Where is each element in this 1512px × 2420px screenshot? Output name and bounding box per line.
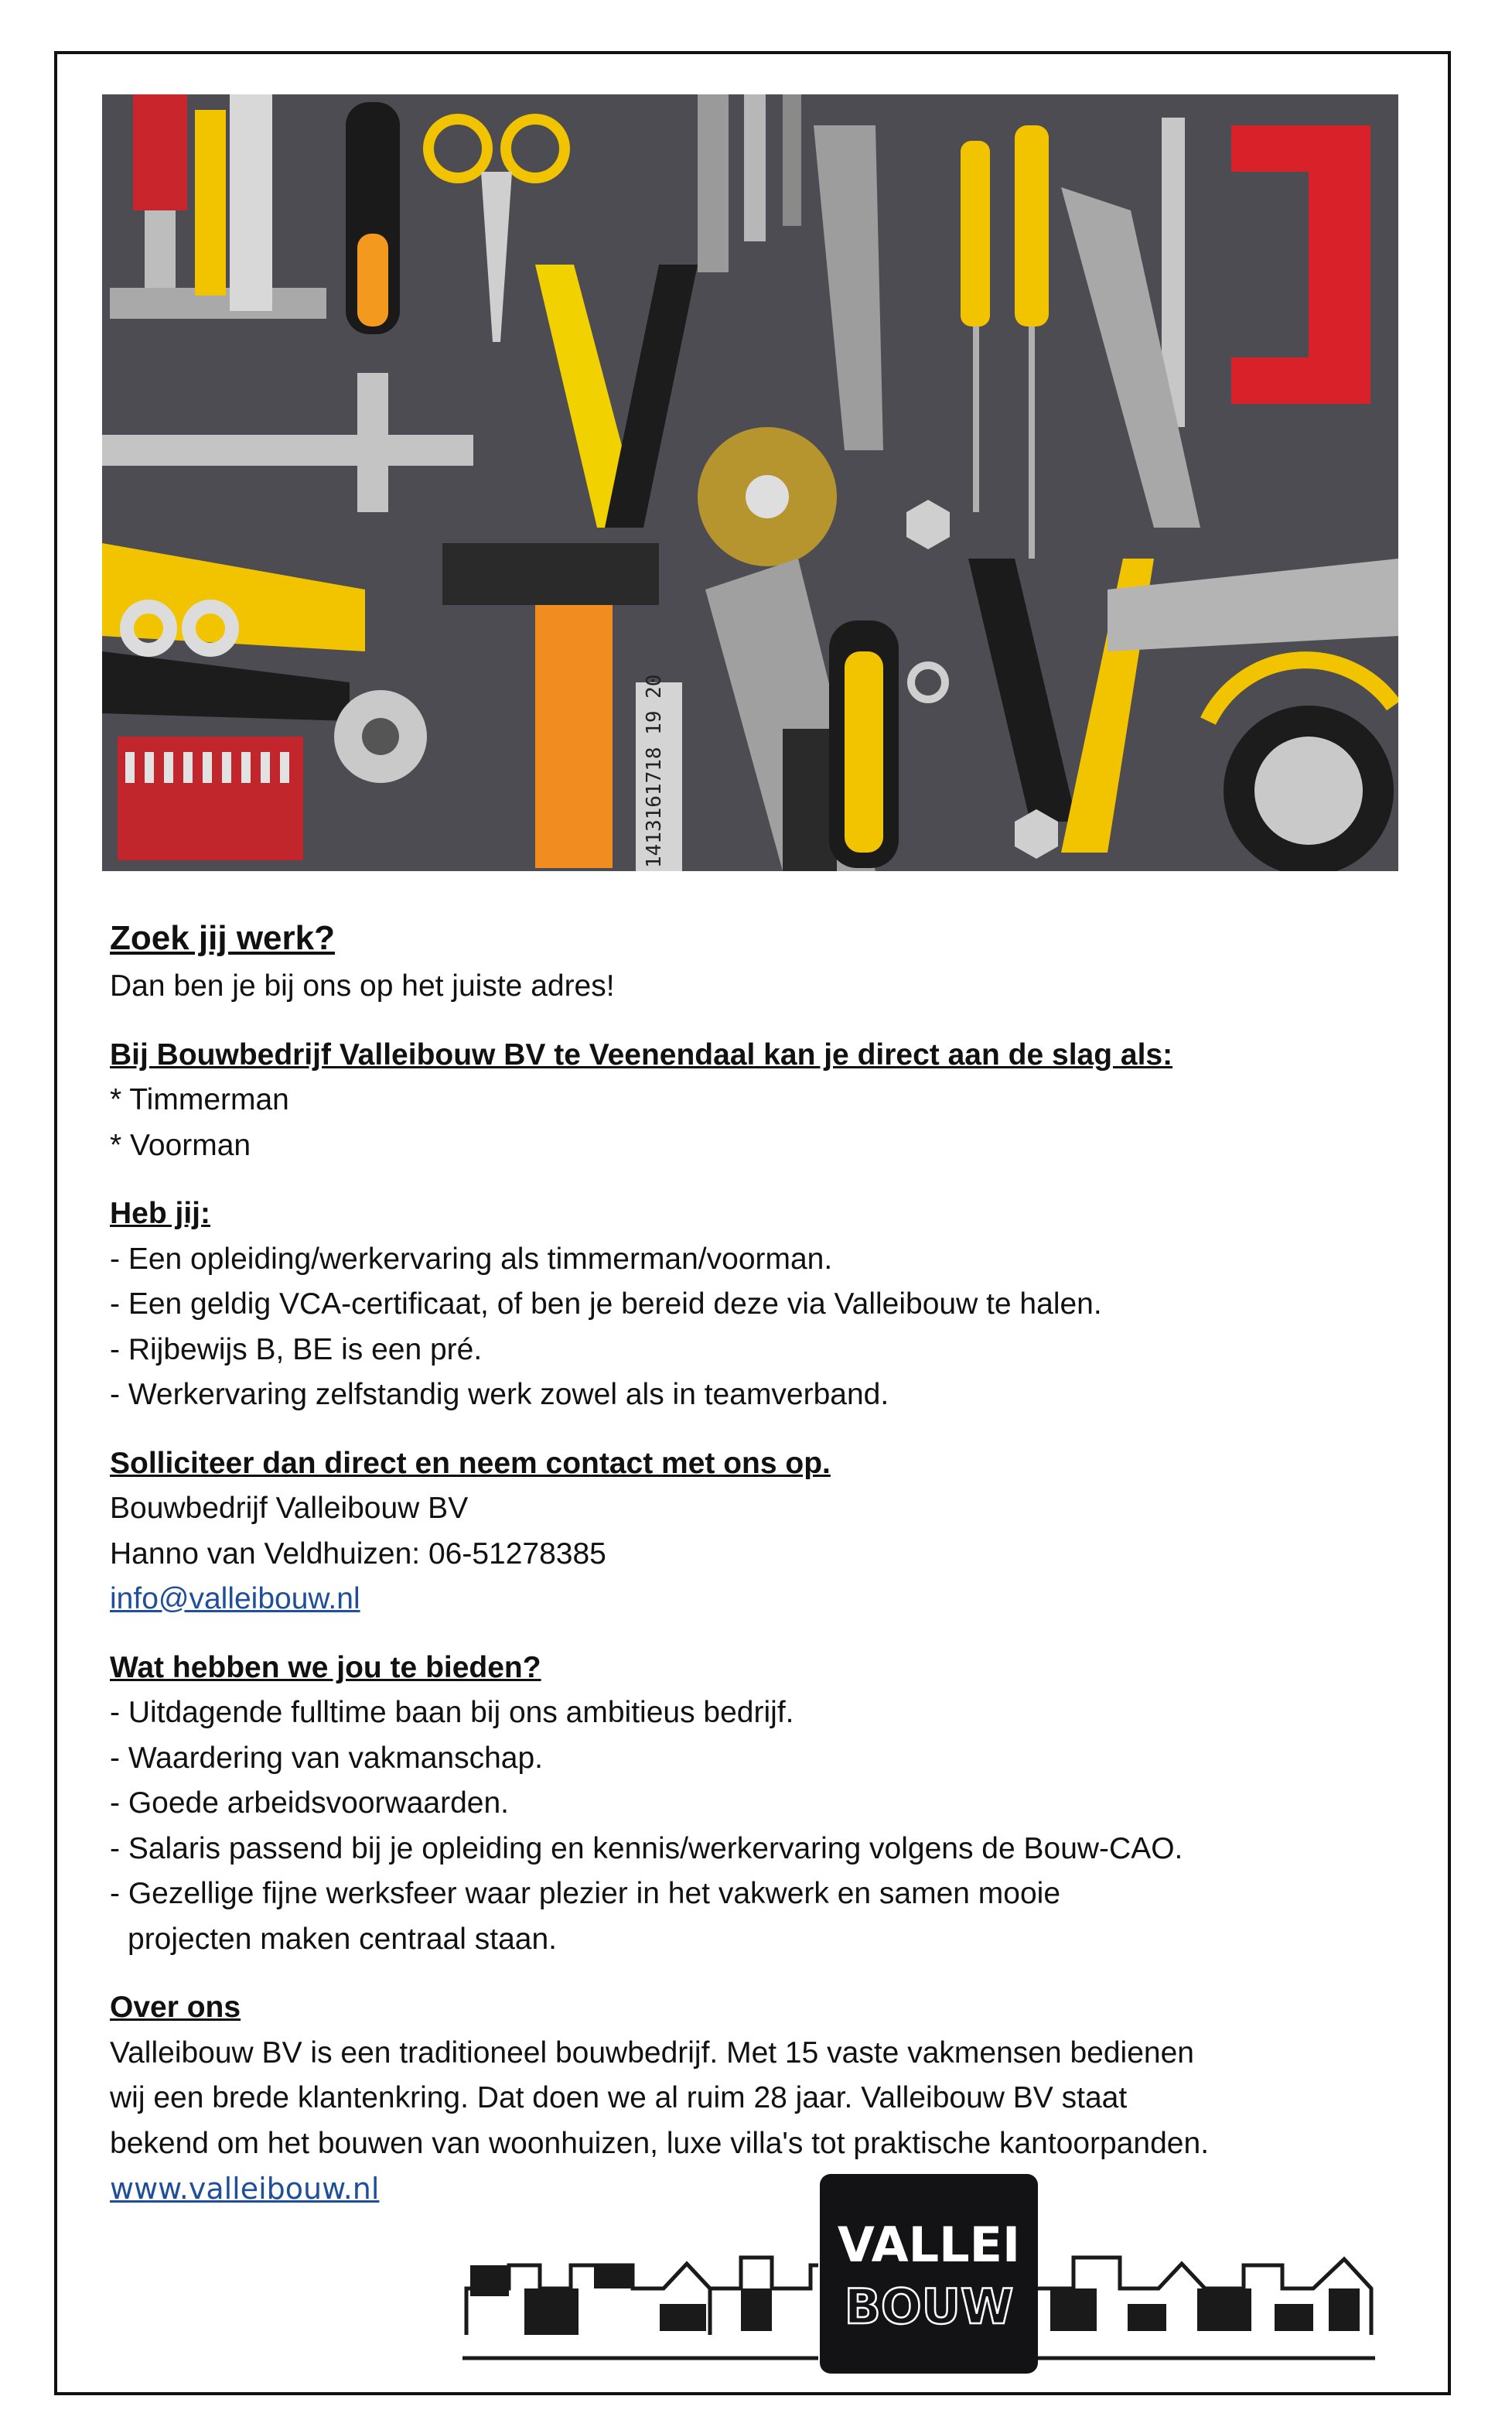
tools-photo [102,94,1398,871]
website-link[interactable]: www.valleibouw.nl [110,2172,380,2206]
contact-heading: Solliciteer dan direct en neem contact met ons op. [110,1446,831,1480]
requirements-heading: Heb jij: [110,1197,211,1230]
offer-item: - Waardering van vakmanschap. [110,1741,543,1775]
offer-item: - Gezellige fijne werksfeer waar plezier in het vakwerk en samen mooie [110,1877,1061,1910]
about-line: Valleibouw BV is een traditioneel bouwbedrijf. Met 15 vaste vakmensen bedienen [110,2035,1194,2070]
requirement-item: - Rijbewijs B, BE is een pré. [110,1332,483,1366]
red-handle-icon [133,94,187,210]
about-heading: Over ons [110,1991,241,2024]
page-title: Zoek jij werk? [110,919,335,957]
valleibouw-logo [462,2172,1375,2375]
jobs-heading: Bij Bouwbedrijf Valleibouw BV te Veenendaal kan je direct aan de slag als: [110,1037,1173,1072]
offer-item: - Goede arbeidsvoorwaarden. [110,1786,509,1820]
offer-item: - Salaris passend bij je opleiding en kennis/werkervaring volgens de Bouw-CAO. [110,1831,1183,1865]
logo-badge [820,2174,1038,2374]
contact-company: Bouwbedrijf Valleibouw BV [110,1492,469,1525]
job-item: * Timmerman [110,1083,289,1116]
contact-person: Hanno van Veldhuizen: 06-51278385 [110,1536,606,1571]
about-line: wij een brede klantenkring. Dat doen we al ruim 28 jaar. Valleibouw BV staat [110,2081,1128,2114]
ruler-digits: 1413161718 19 20 [643,674,666,868]
requirement-item: - Een opleiding/werkervaring als timmerman/voorman. [110,1242,833,1276]
requirement-item: - Een geldig VCA-certificaat, of ben je bereid deze via Valleibouw te halen. [110,1287,1102,1321]
vacancy-text [110,913,1347,2213]
about-line: bekend om het bouwen van woonhuizen, luxe villa's tot praktische kantoorpanden. [110,2126,1210,2160]
job-item: * Voorman [110,1128,251,1162]
offer-item: - Uitdagende fulltime baan bij ons ambitieus bedrijf. [110,1696,794,1729]
requirement-item: - Werkervaring zelfstandig werk zowel als in teamverband. [110,1378,889,1411]
offer-item-continuation: projecten maken centraal staan. [128,1922,557,1956]
email-link[interactable]: info@valleibouw.nl [110,1582,360,1615]
logo-graphic [462,2172,1375,2375]
offer-heading: Wat hebben we jou te bieden? [110,1650,541,1684]
tools-illustration [102,94,1398,871]
intro-text: Dan ben je bij ons op het juiste adres! [110,969,615,1003]
logo-line1: VALLEI [837,2217,1021,2273]
logo-line2: BOUW [844,2278,1014,2335]
